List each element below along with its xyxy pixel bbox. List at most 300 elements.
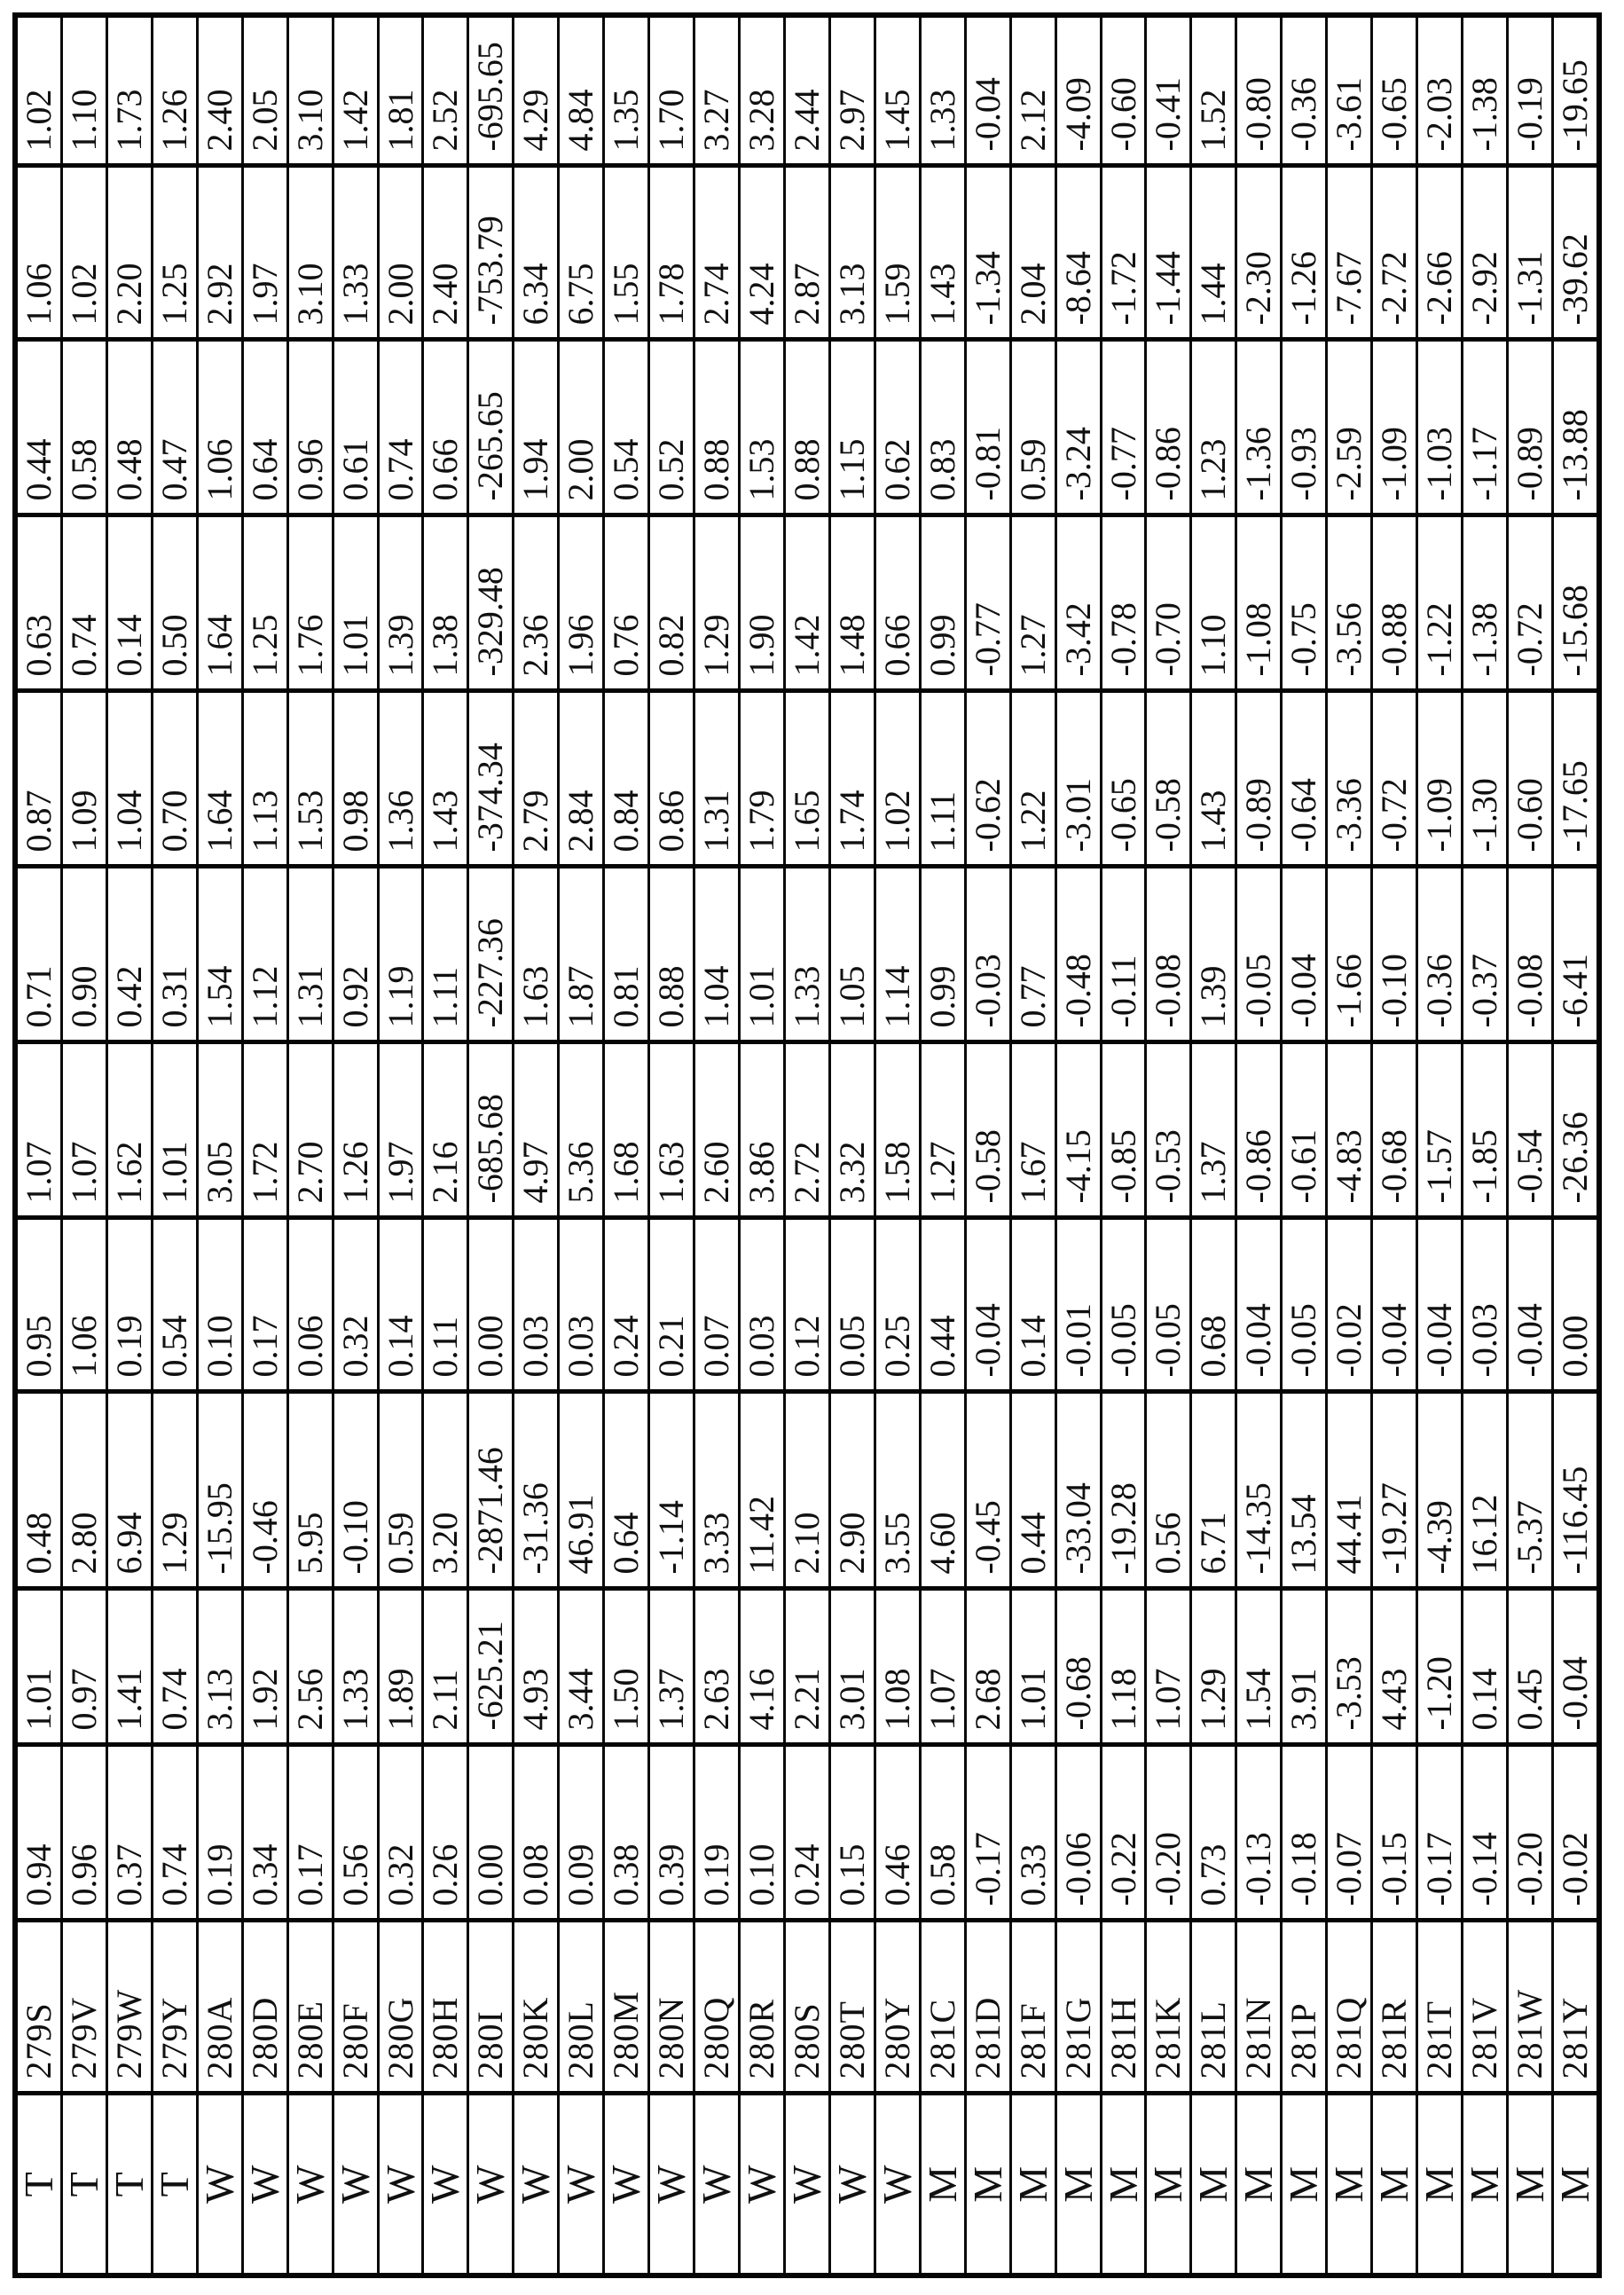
value-cell: 1.26 (333, 1042, 378, 1218)
value-cell: 2.56 (287, 1589, 333, 1745)
value-cell: -0.05 (1282, 1218, 1327, 1392)
value-cell: -0.08 (1507, 867, 1552, 1042)
value-cell: -1.85 (1463, 1042, 1508, 1218)
value-cell: -19.27 (1372, 1392, 1417, 1589)
value-cell: 1.07 (1146, 1589, 1191, 1745)
value-cell: -1.09 (1372, 340, 1417, 515)
mutation-label-cell: 280N (649, 1921, 694, 2094)
mutation-label-cell: 280D (242, 1921, 287, 2094)
value-cell: 1.94 (514, 340, 559, 515)
value-cell: -0.04 (1552, 1589, 1599, 1745)
wildtype-residue-cell: M (1010, 2094, 1055, 2275)
value-cell: 1.79 (740, 691, 785, 867)
table-row (965, 15, 1010, 2275)
value-cell: -4.39 (1417, 1392, 1463, 1589)
value-cell: -1.17 (1463, 340, 1508, 515)
value-cell: 0.76 (604, 515, 649, 691)
value-cell: 0.39 (649, 1745, 694, 1921)
value-cell: 1.29 (694, 515, 740, 691)
value-cell: 2.60 (694, 1042, 740, 1218)
value-cell: -0.89 (1507, 340, 1552, 515)
wildtype-residue-cell: M (1236, 2094, 1282, 2275)
value-cell: -5.37 (1507, 1392, 1552, 1589)
value-cell: 1.25 (242, 515, 287, 691)
value-cell: -0.03 (965, 867, 1010, 1042)
value-cell: -0.36 (1417, 867, 1463, 1042)
mutation-label-cell: 280T (829, 1921, 875, 2094)
mutation-label-cell: 281T (1417, 1921, 1463, 2094)
value-cell: 1.52 (1191, 15, 1236, 166)
value-cell: 1.78 (649, 166, 694, 340)
value-cell: -1.30 (1463, 691, 1508, 867)
value-cell: 4.60 (920, 1392, 965, 1589)
value-cell: 2.10 (784, 1392, 829, 1589)
value-cell: -0.61 (1282, 1042, 1327, 1218)
value-cell: -1.03 (1417, 340, 1463, 515)
value-cell: -0.93 (1282, 340, 1327, 515)
value-cell: -685.68 (468, 1042, 514, 1218)
value-cell: -15.95 (197, 1392, 242, 1589)
value-cell: -2.72 (1372, 166, 1417, 340)
value-cell: 3.33 (694, 1392, 740, 1589)
mutation-label-cell: 280S (784, 1921, 829, 2094)
value-cell: -0.05 (1236, 867, 1282, 1042)
value-cell: 1.02 (875, 691, 920, 867)
value-cell: -1.22 (1417, 515, 1463, 691)
value-cell: 0.14 (378, 1218, 423, 1392)
value-cell: -0.60 (1507, 691, 1552, 867)
value-cell: 0.10 (740, 1745, 785, 1921)
value-cell: 1.01 (740, 867, 785, 1042)
value-cell: 0.99 (920, 867, 965, 1042)
value-cell: 1.48 (829, 515, 875, 691)
value-cell: -0.37 (1463, 867, 1508, 1042)
value-cell: 0.77 (1010, 867, 1055, 1042)
value-cell: 0.45 (1507, 1589, 1552, 1745)
wildtype-residue-cell: M (1552, 2094, 1599, 2275)
value-cell: 0.86 (649, 691, 694, 867)
value-cell: -0.02 (1327, 1218, 1372, 1392)
table-row (1010, 15, 1055, 2275)
value-cell: 1.36 (378, 691, 423, 867)
value-cell: 2.68 (965, 1589, 1010, 1745)
value-cell: 2.92 (197, 166, 242, 340)
value-cell: -0.46 (242, 1392, 287, 1589)
value-cell: 3.32 (829, 1042, 875, 1218)
table-row (694, 15, 740, 2275)
value-cell: -1.14 (649, 1392, 694, 1589)
value-cell: 0.44 (1010, 1392, 1055, 1589)
value-cell: 2.72 (784, 1042, 829, 1218)
table-row (423, 15, 468, 2275)
value-cell: 1.64 (197, 515, 242, 691)
value-cell: 1.53 (287, 691, 333, 867)
value-cell: 0.84 (604, 691, 649, 867)
value-cell: 1.06 (15, 166, 61, 340)
value-cell: -33.04 (1055, 1392, 1101, 1589)
value-cell: -0.20 (1507, 1745, 1552, 1921)
value-cell: -0.41 (1146, 15, 1191, 166)
table-row (1282, 15, 1327, 2275)
value-cell: 1.13 (242, 691, 287, 867)
value-cell: 0.59 (1010, 340, 1055, 515)
table-row (784, 15, 829, 2275)
wildtype-residue-cell: W (875, 2094, 920, 2275)
value-cell: 0.24 (784, 1745, 829, 1921)
value-cell: 1.39 (378, 515, 423, 691)
value-cell: 0.88 (694, 340, 740, 515)
value-cell: 1.43 (920, 166, 965, 340)
value-cell: 0.64 (242, 340, 287, 515)
value-cell: 0.09 (559, 1745, 604, 1921)
mutation-label-cell: 279W (106, 1921, 152, 2094)
value-cell: -0.22 (1101, 1745, 1146, 1921)
value-cell: 1.92 (242, 1589, 287, 1745)
wildtype-residue-cell: T (106, 2094, 152, 2275)
value-cell: -0.89 (1236, 691, 1282, 867)
value-cell: 2.36 (514, 515, 559, 691)
value-cell: 0.14 (1010, 1218, 1055, 1392)
value-cell: 2.20 (106, 166, 152, 340)
value-cell: 0.38 (604, 1745, 649, 1921)
wildtype-residue-cell: W (333, 2094, 378, 2275)
value-cell: 1.29 (152, 1392, 197, 1589)
value-cell: -0.10 (1372, 867, 1417, 1042)
value-cell: 4.24 (740, 166, 785, 340)
value-cell: 3.91 (1282, 1589, 1327, 1745)
value-cell: 0.90 (61, 867, 106, 1042)
table-row (649, 15, 694, 2275)
value-cell: 0.46 (875, 1745, 920, 1921)
value-cell: 0.68 (1191, 1218, 1236, 1392)
value-cell: 1.08 (875, 1589, 920, 1745)
value-cell: 2.74 (694, 166, 740, 340)
wildtype-residue-cell: W (514, 2094, 559, 2275)
value-cell: -1.57 (1417, 1042, 1463, 1218)
value-cell: 1.31 (694, 691, 740, 867)
value-cell: -0.14 (1463, 1745, 1508, 1921)
value-cell: 1.41 (106, 1589, 152, 1745)
value-cell: -695.65 (468, 15, 514, 166)
value-cell: 2.05 (242, 15, 287, 166)
value-cell: 1.07 (61, 1042, 106, 1218)
value-cell: 1.25 (152, 166, 197, 340)
value-cell: 1.02 (61, 166, 106, 340)
value-cell: -227.36 (468, 867, 514, 1042)
value-cell: -0.70 (1146, 515, 1191, 691)
value-cell: 1.14 (875, 867, 920, 1042)
wildtype-residue-cell: M (965, 2094, 1010, 2275)
value-cell: -0.48 (1055, 867, 1101, 1042)
table-row (1372, 15, 1417, 2275)
value-cell: 0.88 (784, 340, 829, 515)
value-cell: 0.62 (875, 340, 920, 515)
value-cell: 1.33 (333, 166, 378, 340)
value-cell: 1.89 (378, 1589, 423, 1745)
table-row (1055, 15, 1101, 2275)
value-cell: 1.06 (197, 340, 242, 515)
value-cell: -0.17 (965, 1745, 1010, 1921)
table-row (333, 15, 378, 2275)
value-cell: -0.62 (965, 691, 1010, 867)
value-cell: -0.80 (1236, 15, 1282, 166)
value-cell: 0.00 (1552, 1218, 1599, 1392)
rotated-table-region (12, 18, 1602, 2278)
value-cell: 0.37 (106, 1745, 152, 1921)
value-cell: -19.28 (1101, 1392, 1146, 1589)
value-cell: -0.68 (1055, 1589, 1101, 1745)
value-cell: 1.67 (1010, 1042, 1055, 1218)
value-cell: 0.97 (61, 1589, 106, 1745)
value-cell: 1.07 (15, 1042, 61, 1218)
value-cell: -3.42 (1055, 515, 1101, 691)
value-cell: 4.29 (514, 15, 559, 166)
table-row (242, 15, 287, 2275)
value-cell: 0.03 (514, 1218, 559, 1392)
wildtype-residue-cell: M (1055, 2094, 1101, 2275)
value-cell: -753.79 (468, 166, 514, 340)
mutation-label-cell: 281Q (1327, 1921, 1372, 2094)
value-cell: 6.71 (1191, 1392, 1236, 1589)
value-cell: 0.96 (287, 340, 333, 515)
value-cell: 2.40 (423, 166, 468, 340)
value-cell: -0.58 (965, 1042, 1010, 1218)
value-cell: -0.04 (1507, 1218, 1552, 1392)
value-cell: 4.43 (1372, 1589, 1417, 1745)
value-cell: -1.31 (1507, 166, 1552, 340)
value-cell: -0.88 (1372, 515, 1417, 691)
value-cell: -0.03 (1463, 1218, 1508, 1392)
value-cell: 0.25 (875, 1218, 920, 1392)
value-cell: 0.58 (61, 340, 106, 515)
value-cell: -0.72 (1507, 515, 1552, 691)
value-cell: -0.75 (1282, 515, 1327, 691)
value-cell: 1.74 (829, 691, 875, 867)
value-cell: 3.05 (197, 1042, 242, 1218)
mutation-label-cell: 280A (197, 1921, 242, 2094)
wildtype-residue-cell: W (378, 2094, 423, 2275)
value-cell: -19.65 (1552, 15, 1599, 166)
value-cell: 1.12 (242, 867, 287, 1042)
value-cell: -15.68 (1552, 515, 1599, 691)
value-cell: 0.74 (61, 515, 106, 691)
mutation-label-cell: 281K (1146, 1921, 1191, 2094)
value-cell: 0.00 (468, 1218, 514, 1392)
value-cell: -0.17 (1417, 1745, 1463, 1921)
value-cell: 0.81 (604, 867, 649, 1042)
value-cell: 1.02 (15, 15, 61, 166)
value-cell: -0.10 (333, 1392, 378, 1589)
wildtype-residue-cell: W (740, 2094, 785, 2275)
value-cell: 1.70 (649, 15, 694, 166)
wildtype-residue-cell: M (1146, 2094, 1191, 2275)
wildtype-residue-cell: W (468, 2094, 514, 2275)
value-cell: -0.02 (1552, 1745, 1599, 1921)
value-cell: 6.94 (106, 1392, 152, 1589)
value-cell: -0.04 (965, 15, 1010, 166)
value-cell: 0.44 (15, 340, 61, 515)
value-cell: -2.59 (1327, 340, 1372, 515)
value-cell: 1.54 (197, 867, 242, 1042)
value-cell: -0.86 (1146, 340, 1191, 515)
table-row (1552, 15, 1599, 2275)
value-cell: -3.24 (1055, 340, 1101, 515)
value-cell: -0.58 (1146, 691, 1191, 867)
value-cell: -2.92 (1463, 166, 1508, 340)
value-cell: -1.66 (1327, 867, 1372, 1042)
wildtype-residue-cell: W (604, 2094, 649, 2275)
wildtype-residue-cell: W (242, 2094, 287, 2275)
value-cell: 1.09 (61, 691, 106, 867)
value-cell: 0.70 (152, 691, 197, 867)
mutation-label-cell: 281L (1191, 1921, 1236, 2094)
table-row (1191, 15, 1236, 2275)
wildtype-residue-cell: W (784, 2094, 829, 2275)
value-cell: 1.81 (378, 15, 423, 166)
wildtype-residue-cell: T (15, 2094, 61, 2275)
wildtype-residue-cell: M (1417, 2094, 1463, 2275)
mutation-label-cell: 280H (423, 1921, 468, 2094)
value-cell: -1.20 (1417, 1589, 1463, 1745)
value-cell: 1.26 (152, 15, 197, 166)
value-cell: 0.17 (242, 1218, 287, 1392)
value-cell: 2.90 (829, 1392, 875, 1589)
value-cell: -0.05 (1101, 1218, 1146, 1392)
value-cell: -0.60 (1101, 15, 1146, 166)
value-cell: 0.08 (514, 1745, 559, 1921)
table-row (604, 15, 649, 2275)
value-cell: 1.01 (15, 1589, 61, 1745)
value-cell: 0.54 (152, 1218, 197, 1392)
value-cell: 0.48 (106, 340, 152, 515)
mutation-label-cell: 279S (15, 1921, 61, 2094)
value-cell: 1.72 (242, 1042, 287, 1218)
value-cell: 2.40 (197, 15, 242, 166)
mutation-label-cell: 281N (1236, 1921, 1282, 2094)
mutation-label-cell: 281R (1372, 1921, 1417, 2094)
value-cell: 0.15 (829, 1745, 875, 1921)
wildtype-residue-cell: M (1101, 2094, 1146, 2275)
mutation-label-cell: 280E (287, 1921, 333, 2094)
value-cell: 6.34 (514, 166, 559, 340)
value-cell: 0.00 (468, 1745, 514, 1921)
value-cell: 2.87 (784, 166, 829, 340)
value-cell: -0.81 (965, 340, 1010, 515)
value-cell: 1.43 (423, 691, 468, 867)
wildtype-residue-cell: T (152, 2094, 197, 2275)
value-cell: 3.28 (740, 15, 785, 166)
value-cell: 11.42 (740, 1392, 785, 1589)
mutation-label-cell: 280Y (875, 1921, 920, 2094)
value-cell: 0.19 (106, 1218, 152, 1392)
value-cell: 4.93 (514, 1589, 559, 1745)
value-cell: 0.61 (333, 340, 378, 515)
value-cell: -0.36 (1282, 15, 1327, 166)
value-cell: 1.33 (333, 1589, 378, 1745)
value-cell: -0.04 (1236, 1218, 1282, 1392)
table-row (1417, 15, 1463, 2275)
value-cell: -0.05 (1146, 1218, 1191, 1392)
value-cell: 1.65 (784, 691, 829, 867)
value-cell: -0.78 (1101, 515, 1146, 691)
value-cell: 3.44 (559, 1589, 604, 1745)
mutation-data-table (12, 12, 1602, 2278)
value-cell: 4.16 (740, 1589, 785, 1745)
value-cell: 5.95 (287, 1392, 333, 1589)
table-row (875, 15, 920, 2275)
mutation-label-cell: 279Y (152, 1921, 197, 2094)
value-cell: 3.13 (197, 1589, 242, 1745)
value-cell: 0.83 (920, 340, 965, 515)
value-cell: 0.34 (242, 1745, 287, 1921)
value-cell: 0.59 (378, 1392, 423, 1589)
value-cell: -0.68 (1372, 1042, 1417, 1218)
value-cell: 0.10 (197, 1218, 242, 1392)
table-row (514, 15, 559, 2275)
value-cell: -2.66 (1417, 166, 1463, 340)
value-cell: 1.97 (378, 1042, 423, 1218)
value-cell: 2.12 (1010, 15, 1055, 166)
value-cell: 1.31 (287, 867, 333, 1042)
value-cell: 0.12 (784, 1218, 829, 1392)
table-row (15, 15, 61, 2275)
value-cell: 3.13 (829, 166, 875, 340)
mutation-label-cell: 280R (740, 1921, 785, 2094)
value-cell: -329.48 (468, 515, 514, 691)
value-cell: 1.55 (604, 166, 649, 340)
wildtype-residue-cell: W (694, 2094, 740, 2275)
value-cell: 0.50 (152, 515, 197, 691)
value-cell: 2.63 (694, 1589, 740, 1745)
table-row (61, 15, 106, 2275)
value-cell: -0.54 (1507, 1042, 1552, 1218)
value-cell: -0.77 (1101, 340, 1146, 515)
value-cell: -0.53 (1146, 1042, 1191, 1218)
value-cell: 1.59 (875, 166, 920, 340)
value-cell: 1.90 (740, 515, 785, 691)
value-cell: -0.65 (1372, 15, 1417, 166)
value-cell: 1.22 (1010, 691, 1055, 867)
value-cell: -2.30 (1236, 166, 1282, 340)
value-cell: 46.91 (559, 1392, 604, 1589)
value-cell: 1.97 (242, 166, 287, 340)
value-cell: -8.64 (1055, 166, 1101, 340)
value-cell: -0.86 (1236, 1042, 1282, 1218)
table-row (378, 15, 423, 2275)
value-cell: -31.36 (514, 1392, 559, 1589)
value-cell: 1.07 (920, 1589, 965, 1745)
value-cell: 1.35 (604, 15, 649, 166)
table-row (287, 15, 333, 2275)
value-cell: -0.04 (1417, 1218, 1463, 1392)
wildtype-residue-cell: T (61, 2094, 106, 2275)
value-cell: 0.44 (920, 1218, 965, 1392)
wildtype-residue-cell: W (559, 2094, 604, 2275)
value-cell: 1.11 (920, 691, 965, 867)
value-cell: -3.01 (1055, 691, 1101, 867)
value-cell: 0.05 (829, 1218, 875, 1392)
value-cell: -0.04 (965, 1218, 1010, 1392)
value-cell: 1.37 (649, 1589, 694, 1745)
value-cell: 1.33 (784, 867, 829, 1042)
value-cell: 2.84 (559, 691, 604, 867)
table-row (1327, 15, 1372, 2275)
mutation-label-cell: 280I (468, 1921, 514, 2094)
value-cell: 1.73 (106, 15, 152, 166)
value-cell: 0.42 (106, 867, 152, 1042)
value-cell: -2.03 (1417, 15, 1463, 166)
table-row (829, 15, 875, 2275)
